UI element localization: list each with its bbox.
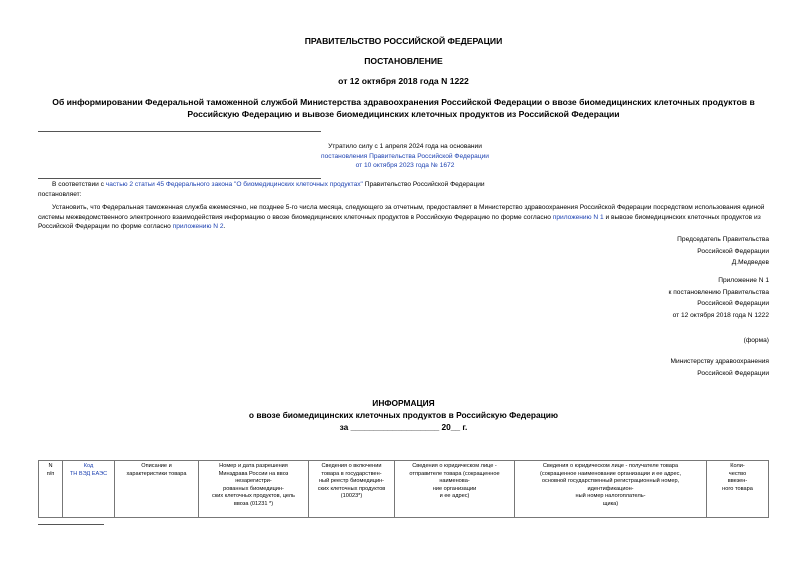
- info-subtitle: о ввозе биомедицинских клеточных продуктов в Российскую Федерацию: [248, 410, 559, 420]
- document-type: ПОСТАНОВЛЕНИЕ: [364, 56, 443, 66]
- column-header-permit: Номер и дата разрешения Минздрава России на ввоз незарегистри- рованных биомедицин- ских клеточных продуктов, цель ввоза (01231 *): [199, 461, 309, 518]
- addressee-line-1: Министерству здравоохранения: [670, 358, 769, 365]
- addressee-line-2: Российской Федерации: [697, 369, 769, 377]
- addressee-block: [520, 356, 769, 379]
- column-header-quantity: Коли- чество ввезен- ного товара: [707, 461, 769, 518]
- separator-line-2: [38, 178, 321, 179]
- info-heading: [0, 397, 807, 433]
- paragraph-1: [38, 180, 770, 199]
- paragraph-2-end: .: [223, 223, 226, 230]
- paragraph-2-mid: и вывозе биомедицинских клеточных продуктов из Российской Федерации по форме согласно: [38, 213, 761, 230]
- info-period: за ___________________ 20__ г.: [339, 422, 468, 432]
- signature-position-2: Российской Федерации: [697, 247, 769, 255]
- column-header-code[interactable]: Код ТН ВЭД ЕАЭС: [63, 461, 115, 518]
- signature-position: Председатель Правительства: [677, 236, 769, 243]
- column-header-registry: Сведения о включении товара в государствен- ный реестр биомедицин- ских клеточных продуктов (10023*): [309, 461, 395, 518]
- column-header-recipient: Сведения о юридическом лице - получателе товара (сокращенное наименование организации и ее адрес, основной государственный регистрационный номер, идентификацион- ный номер налогоплатель- щика): [515, 461, 707, 518]
- column-header-description: Описание и характеристики товара: [115, 461, 199, 518]
- footnote-separator: [38, 524, 104, 525]
- government-name: ПРАВИТЕЛЬСТВО РОССИЙСКОЙ ФЕДЕРАЦИИ: [304, 36, 503, 46]
- table-header-row: [39, 461, 769, 518]
- paragraph-2: [38, 203, 770, 232]
- status-note-text: Утратило силу с 1 апреля 2024 года на основании: [328, 143, 482, 150]
- signature-name: Д.Медведев: [731, 259, 769, 266]
- status-note: [230, 142, 580, 171]
- appendix-line-2: к постановлению Правительства: [668, 288, 769, 296]
- document-date-number: от 12 октября 2018 года N 1222: [338, 76, 469, 86]
- paragraph-2-text: Установить, что Федеральная таможенная служба ежемесячно, не позднее 5-го числа месяца, следующего за отчетным, предоставляет в Министерство здравоохранения Российской Федерации посредством использования единой системы межведомственного электронного взаимодействия информацию о ввозе биомедицинских клеточных продуктов в Российскую Федерацию по форме согласно: [38, 204, 765, 221]
- info-table: [38, 460, 769, 518]
- info-title: ИНФОРМАЦИЯ: [372, 398, 435, 408]
- appendix-line-4: от 12 октября 2018 года N 1222: [672, 311, 769, 319]
- status-note-link-date[interactable]: от 10 октября 2023 года № 1672: [355, 162, 455, 169]
- column-header-sender: Сведения о юридическом лице - отправителе товара (сокращенное наименова- ние организации и ее адрес): [395, 461, 515, 518]
- appendix-2-link[interactable]: приложению N 2: [172, 223, 224, 230]
- paragraph-1-continuation: постановляет:: [38, 190, 82, 198]
- appendix-block: [520, 275, 769, 321]
- signature-block: [520, 234, 769, 269]
- document-title: Об информировании Федеральной таможенной службой Министерства здравоохранения Российской Федерации о ввозе биомедицинских клеточных продуктов в Российскую Федерацию и вывозе биомедицинских клеточных продуктов из Российской Федерации: [52, 97, 755, 119]
- law-link[interactable]: частью 2 статьи 45 Федерального закона "О биомедицинских клеточных продуктах": [105, 181, 363, 188]
- column-header-number: N п/п: [39, 461, 63, 518]
- separator-line: [38, 131, 321, 132]
- paragraph-1-suffix: Правительство Российской Федерации: [362, 181, 485, 188]
- appendix-label: Приложение N 1: [718, 277, 769, 284]
- appendix-1-link[interactable]: приложению N 1: [552, 213, 604, 221]
- form-label: (форма): [743, 337, 769, 344]
- status-note-link[interactable]: постановления Правительства Российской Федерации: [321, 152, 489, 160]
- appendix-line-3: Российской Федерации: [697, 300, 769, 307]
- paragraph-1-prefix: В соответствии с: [52, 181, 106, 188]
